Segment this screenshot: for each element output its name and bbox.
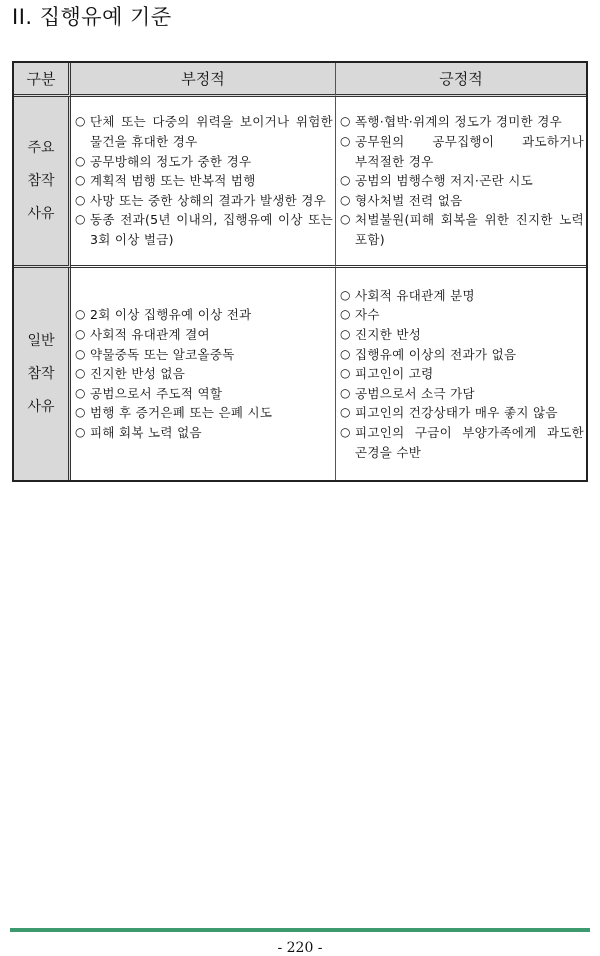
list-item xyxy=(75,210,333,249)
circle-bullet-icon: ○ xyxy=(75,405,86,420)
list-item-text: 공범의 범행수행 저지·곤란 시도 xyxy=(355,173,533,189)
list-item xyxy=(340,191,584,211)
list-item-text: 사망 또는 중한 상해의 결과가 발생한 경우 xyxy=(90,192,327,208)
list-item-text: 공범으로서 소극 가담 xyxy=(355,385,475,401)
list-item xyxy=(340,286,584,306)
category-line: 참작 xyxy=(27,172,55,189)
circle-bullet-icon: ○ xyxy=(340,327,351,342)
circle-bullet-icon: ○ xyxy=(340,424,351,439)
circle-bullet-icon: ○ xyxy=(75,192,86,207)
circle-bullet-icon: ○ xyxy=(340,307,351,322)
list-item xyxy=(75,152,333,172)
list-item-text: 사회적 유대관계 결여 xyxy=(90,327,210,343)
list-item-text: 공범으로서 주도적 역할 xyxy=(90,385,223,401)
list-item-text: 자수 xyxy=(355,307,380,323)
list-item-text: 2회 이상 집행유예 이상 전과 xyxy=(90,307,252,323)
general-negative-cell xyxy=(71,268,336,480)
list-item xyxy=(340,171,584,191)
list-item xyxy=(75,423,333,443)
page-number: - 220 - xyxy=(277,940,323,956)
circle-bullet-icon: ○ xyxy=(75,346,86,361)
category-line: 사유 xyxy=(27,398,55,415)
list-item xyxy=(340,345,584,365)
list-item-text: 폭행·협박·위계의 정도가 경미한 경우 xyxy=(355,114,562,130)
list-item xyxy=(340,210,584,249)
list-item xyxy=(75,171,333,191)
list-item-text: 단체 또는 다중의 위력을 보이거나 위험한 물건을 휴대한 경우 xyxy=(90,114,333,150)
circle-bullet-icon: ○ xyxy=(75,366,86,381)
circle-bullet-icon: ○ xyxy=(75,424,86,439)
circle-bullet-icon: ○ xyxy=(340,114,351,129)
header-positive: 긍정적 xyxy=(336,63,586,97)
circle-bullet-icon: ○ xyxy=(75,173,86,188)
circle-bullet-icon: ○ xyxy=(340,385,351,400)
list-item xyxy=(340,305,584,325)
list-item xyxy=(340,384,584,404)
list-item xyxy=(75,345,333,365)
list-item-text: 동종 전과(5년 이내의, 집행유예 이상 또는 3회 이상 벌금) xyxy=(90,212,333,247)
list-item xyxy=(75,112,333,151)
circle-bullet-icon: ○ xyxy=(340,212,351,227)
main-positive-list xyxy=(336,112,586,249)
list-item-text: 공무원의 공무집행이 과도하거나 부적절한 경우 xyxy=(355,134,584,169)
list-item-text: 진지한 반성 xyxy=(355,327,422,343)
list-item-text: 약물중독 또는 알코올중독 xyxy=(90,346,235,362)
table-header-row xyxy=(14,63,586,97)
circle-bullet-icon: ○ xyxy=(340,366,351,381)
list-item xyxy=(340,132,584,171)
list-item-text: 진지한 반성 없음 xyxy=(90,366,186,382)
main-negative-list xyxy=(71,112,335,249)
list-item xyxy=(340,325,584,345)
general-negative-list xyxy=(71,305,335,442)
main-negative-cell xyxy=(71,97,336,268)
category-general-factors xyxy=(14,268,71,480)
main-positive-cell xyxy=(336,97,586,268)
footer-divider xyxy=(10,928,590,932)
list-item-text: 범행 후 증거은폐 또는 은폐 시도 xyxy=(90,405,273,421)
table-row-main-factors xyxy=(14,97,586,268)
table-row-general-factors xyxy=(14,268,586,480)
page-title: II. 집행유예 기준 xyxy=(12,5,172,29)
list-item-text: 사회적 유대관계 분명 xyxy=(355,287,475,303)
header-negative: 부정적 xyxy=(71,63,336,97)
list-item-text: 피고인이 고령 xyxy=(355,366,434,382)
header-category: 구분 xyxy=(14,63,71,97)
list-item xyxy=(75,384,333,404)
circle-bullet-icon: ○ xyxy=(75,114,86,129)
circle-bullet-icon: ○ xyxy=(340,134,351,149)
circle-bullet-icon: ○ xyxy=(75,385,86,400)
circle-bullet-icon: ○ xyxy=(75,153,86,168)
list-item xyxy=(340,112,584,132)
general-positive-list xyxy=(336,286,586,462)
list-item-text: 처벌불원(피해 회복을 위한 진지한 노력 포함) xyxy=(355,212,584,247)
category-line: 일반 xyxy=(27,332,55,349)
circle-bullet-icon: ○ xyxy=(75,307,86,322)
list-item xyxy=(75,191,333,211)
general-positive-cell xyxy=(336,268,586,480)
category-line: 주요 xyxy=(27,139,55,156)
circle-bullet-icon: ○ xyxy=(340,405,351,420)
list-item-text: 피고인의 구금이 부양가족에게 과도한 곤경을 수반 xyxy=(355,424,584,460)
list-item xyxy=(340,364,584,384)
list-item xyxy=(75,403,333,423)
category-line: 사유 xyxy=(27,205,55,222)
circle-bullet-icon: ○ xyxy=(340,173,351,188)
circle-bullet-icon: ○ xyxy=(340,346,351,361)
list-item xyxy=(340,423,584,462)
list-item-text: 피해 회복 노력 없음 xyxy=(90,424,202,440)
circle-bullet-icon: ○ xyxy=(75,212,86,227)
circle-bullet-icon: ○ xyxy=(340,287,351,302)
category-line: 참작 xyxy=(27,365,55,382)
list-item xyxy=(340,403,584,423)
list-item-text: 집행유예 이상의 전과가 없음 xyxy=(355,346,517,362)
list-item-text: 형사처벌 전력 없음 xyxy=(355,192,463,208)
list-item-text: 공무방해의 정도가 중한 경우 xyxy=(90,153,252,169)
circle-bullet-icon: ○ xyxy=(75,327,86,342)
list-item xyxy=(75,325,333,345)
category-main-factors xyxy=(14,97,71,268)
sentencing-criteria-table xyxy=(12,61,588,482)
list-item-text: 계획적 범행 또는 반복적 범행 xyxy=(90,173,256,189)
list-item xyxy=(75,305,333,325)
list-item-text: 피고인의 건강상태가 매우 좋지 않음 xyxy=(355,405,558,421)
list-item xyxy=(75,364,333,384)
circle-bullet-icon: ○ xyxy=(340,192,351,207)
